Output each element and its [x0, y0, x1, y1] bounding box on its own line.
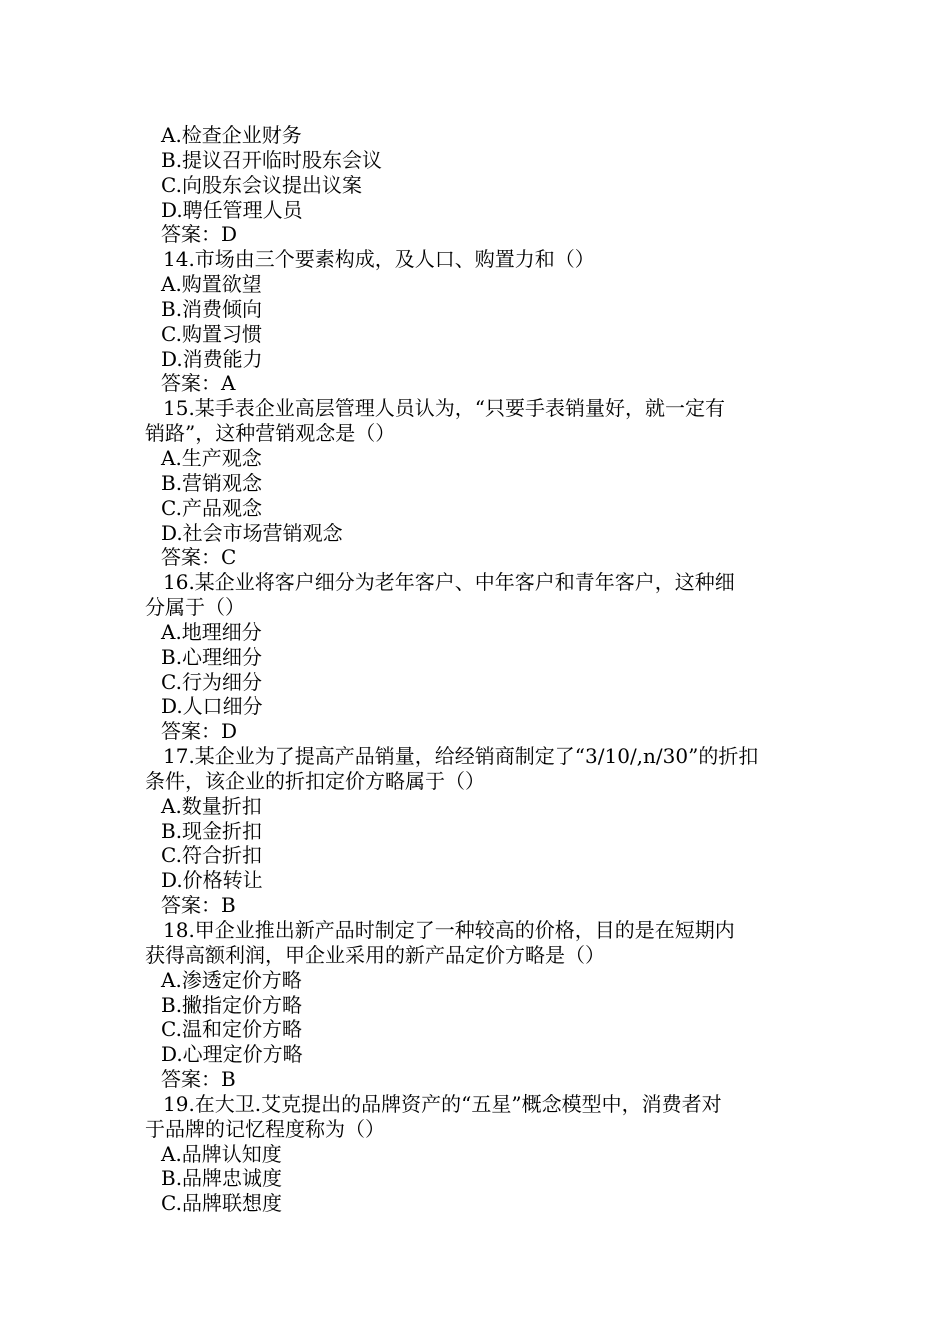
option-line: C.符合折扣 [161, 843, 262, 868]
option-line: D.心理定价方略 [161, 1042, 303, 1067]
option-line: C.行为细分 [161, 669, 262, 694]
option-line: A.渗透定价方略 [161, 967, 302, 992]
option-line: B.消费倾向 [161, 296, 263, 321]
question-continuation-line: 条件，该企业的折扣定价方略属于（） [145, 768, 485, 793]
option-line: B.品牌忠诚度 [161, 1166, 283, 1191]
question-line: 17.某企业为了提高产品销量，给经销商制定了“3/10/,n/30”的折扣 [163, 744, 759, 769]
option-line: C.购置习惯 [161, 321, 262, 346]
option-line: C.产品观念 [161, 495, 262, 520]
answer-line: 答案：C [161, 545, 237, 570]
answer-line: 答案：D [161, 222, 238, 247]
option-line: D.消费能力 [161, 346, 263, 371]
option-line: B.现金折扣 [161, 818, 263, 843]
option-line: B.营销观念 [161, 470, 263, 495]
option-line: D.聘任管理人员 [161, 197, 303, 222]
question-continuation-line: 分属于（） [145, 595, 245, 620]
question-line: 14.市场由三个要素构成，及人口、购置力和（） [163, 247, 595, 272]
question-line: 18.甲企业推出新产品时制定了一种较高的价格，目的是在短期内 [163, 918, 735, 942]
option-line: B.心理细分 [161, 644, 263, 669]
option-line: C.品牌联想度 [161, 1191, 282, 1216]
option-line: C.温和定价方略 [161, 1017, 302, 1042]
question-line: 16.某企业将客户细分为老年客户、中年客户和青年客户，这种细 [163, 570, 735, 595]
option-line: D.价格转让 [161, 868, 263, 893]
option-line: D.社会市场营销观念 [161, 520, 343, 545]
answer-line: 答案：B [161, 1067, 236, 1092]
option-line: C.向股东会议提出议案 [161, 172, 362, 197]
answer-line: 答案：D [161, 719, 238, 744]
question-line: 19.在大卫.艾克提出的品牌资产的“五星”概念模型中，消费者对 [163, 1091, 722, 1116]
answer-line: 答案：A [161, 371, 236, 396]
question-line: 15.某手表企业高层管理人员认为，“只要手表销量好，就一定有 [163, 396, 726, 421]
option-line: D.人口细分 [161, 694, 263, 719]
option-line: A.数量折扣 [161, 793, 262, 818]
document-page [145, 123, 810, 1216]
option-line: B.提议召开临时股东会议 [161, 147, 383, 172]
question-continuation-line: 获得高额利润，甲企业采用的新产品定价方略是（） [145, 942, 605, 967]
question-continuation-line: 于品牌的记忆程度称为（） [145, 1116, 385, 1141]
option-line: A.品牌认知度 [161, 1141, 282, 1166]
question-continuation-line: 销路”，这种营销观念是（） [145, 421, 396, 446]
option-line: A.生产观念 [161, 445, 262, 470]
option-line: B.撇指定价方略 [161, 992, 303, 1017]
option-line: A.地理细分 [161, 619, 262, 644]
answer-line: 答案：B [161, 893, 236, 918]
option-line: A.检查企业财务 [161, 123, 302, 147]
option-line: A.购置欲望 [161, 272, 262, 297]
